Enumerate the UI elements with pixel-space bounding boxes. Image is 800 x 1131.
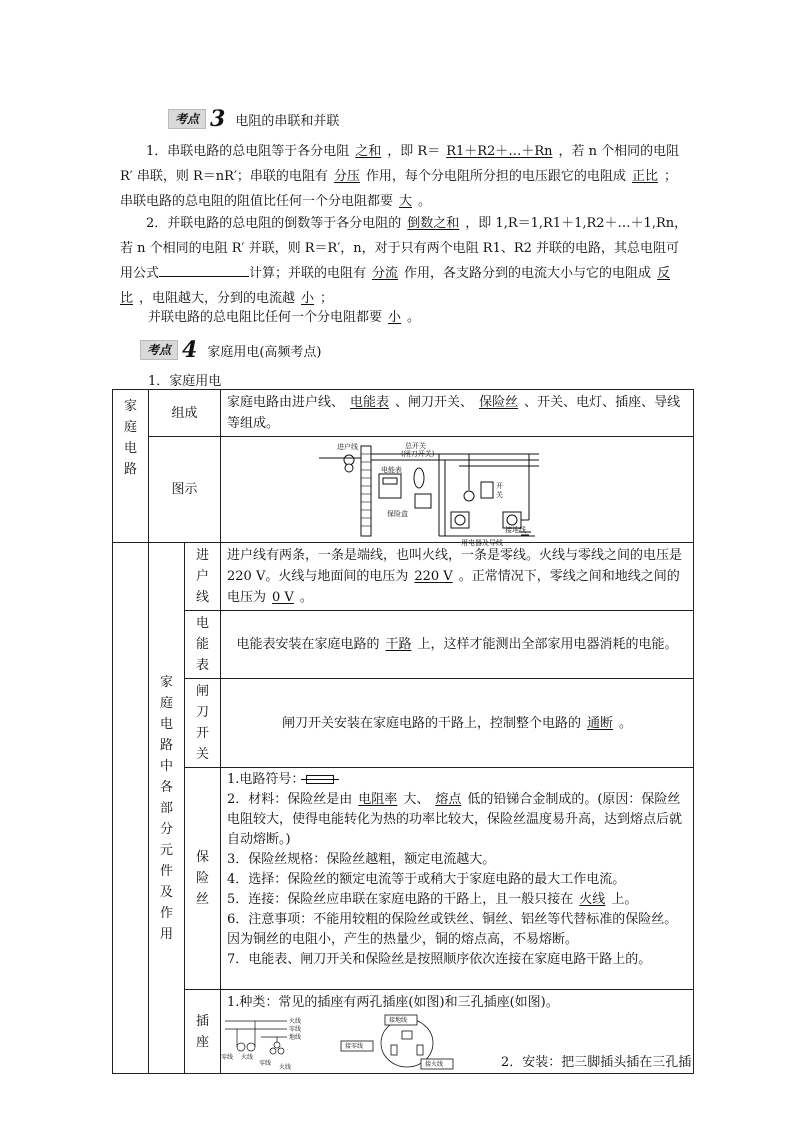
section-title: 家庭用电(高频考点) (207, 344, 322, 360)
text: 作用，每个分电阻所分担的电压跟它的电阻成 (365, 169, 626, 184)
text: 。 (407, 310, 421, 325)
text: 作用，各支路分到的电流大小与它的电阻成 (404, 266, 652, 281)
paragraph-series (120, 139, 688, 214)
text: 低的铅锑合金制成的。(原因：保险丝电阻较大，使得电能转化为热的功率比较大，保险丝温度易升高，达到熔点后就自动熔断。) (227, 792, 683, 847)
row-zhadao (221, 679, 694, 768)
text: 、闸刀开关、 (395, 395, 474, 410)
vertical-label: 家庭电路中各部分元件及作用 (159, 674, 173, 942)
label-baoxianhe: 保险盒 (387, 509, 409, 518)
text: 。正常情况下，零线之间和地线之间的电压为 (227, 569, 680, 605)
answer: 之和 (355, 144, 382, 159)
text: 上，这样才能测出全部家用电器消耗的电能。 (417, 637, 678, 652)
parts-label-cell (149, 543, 185, 1074)
label-jiedixian-socket: 接地线 (389, 1017, 408, 1024)
household-circuit-table (112, 389, 694, 1074)
section-4-heading (140, 339, 321, 361)
row-label-dianbiao (185, 611, 221, 679)
label-guan: 关 (496, 490, 504, 499)
text: ；串联电路的总电阻的阻值比任何一个分电阻都要 (120, 169, 677, 209)
text: 。 (619, 715, 633, 731)
fuse-line-2 (227, 790, 687, 850)
text: 大、 (403, 792, 430, 807)
text: 1.电路符号： (227, 772, 305, 787)
fuse-line-3: 3．保险丝规格：保险丝越粗，额定电流越大。 (227, 852, 496, 867)
text: 。 (418, 194, 432, 209)
section-title: 电阻的串联和并联 (235, 113, 340, 129)
socket-line-1: 1.种类：常见的插座有两孔插座(如图)和三孔插座(如图)。 (227, 995, 559, 1010)
answer: 电阻率 (358, 792, 398, 807)
diagram-label: 图示 (149, 437, 221, 543)
answer: 大 (399, 194, 413, 209)
paragraph-parallel-2 (148, 305, 716, 330)
label-lingxian-3: 零线 (259, 1060, 272, 1067)
fuse-line-5 (227, 890, 687, 910)
answer: 倒数之和 (407, 216, 460, 231)
row-label-zhadao (185, 679, 221, 768)
answer: 保险丝 (479, 395, 519, 410)
text: ，即 1,R＝1,R1＋1,R2＋…＋1,Rn，若 n 个相同的电阻 R′ 并联，则 R＝R′，n，对于只有两个电阻 R1、R2 并联的电路，其总电阻可用公式 (120, 216, 688, 281)
text: ，即 R＝ (387, 144, 441, 159)
answer: 火线 (579, 892, 606, 907)
section-number: 3 (210, 106, 226, 132)
compose-label: 组成 (149, 390, 221, 437)
answer: R1＋R2＋…＋Rn (446, 144, 553, 159)
text: 5．连接：保险丝应串联在家庭电路的干路上，且一般只接在 (227, 892, 574, 907)
answer: 220 V (414, 569, 453, 584)
fuse-line-4: 4．选择：保险丝的额定电流等于或稍大于家庭电路的最大工作电流。 (227, 872, 626, 887)
text: 进户线有两条，一条是端线，也叫火线，一条是零线。火线与零线之间的电压是 220 V。火线与地面间的电压为 (227, 548, 683, 584)
table-col-blank (113, 543, 149, 1074)
row-socket (221, 990, 694, 1074)
household-circuit-diagram (319, 440, 539, 547)
fuse-line-7: 7．电能表、闸刀开关和保险丝是按照顺序依次连接在家庭电路干路上的。 (227, 952, 652, 967)
answer: 正比 (631, 169, 658, 184)
label-jiedixian: 接地线 (505, 525, 527, 534)
label-zongkaiguan: 总开关 (405, 441, 427, 450)
diagram-cell (221, 437, 694, 547)
blank-line (159, 264, 249, 277)
text: 并联电路的总电阻比任何一个分电阻都要 (148, 310, 383, 325)
compose-cell (221, 390, 694, 437)
answer: 分流 (372, 266, 399, 281)
text: 上。 (611, 892, 638, 907)
vertical-label: 闸刀开关 (195, 684, 209, 762)
row-jinhuxian (221, 543, 694, 611)
answer: 反比 (120, 266, 671, 306)
label-huoxian-3: 火线 (279, 1064, 292, 1071)
row-label-socket (185, 990, 221, 1074)
label-kai: 开 (496, 481, 504, 490)
answer: 小 (388, 310, 402, 325)
answer: 干路 (385, 637, 412, 652)
text: 2．并联电路的总电阻的倒数等于各分电阻的 (146, 216, 402, 231)
text: 、开关、电灯、插座、导线等组成。 (227, 395, 681, 431)
row-label-jinhuxian (185, 543, 221, 611)
answer: 熔点 (435, 792, 462, 807)
fuse-line-6: 6．注意事项：不能用较粗的保险丝或铁丝、铜丝、铝丝等代替标准的保险丝。因为铜丝的电阻小，产生的热量少，铜的熔点高，不易熔断。 (227, 912, 678, 947)
label-huoxian-2: 火线 (241, 1054, 254, 1061)
answer: 小 (301, 291, 315, 306)
section-badge: 考点 (140, 340, 178, 360)
vertical-label: 插座 (195, 1013, 209, 1050)
vertical-label: 电能表 (195, 616, 209, 673)
table-col-household (113, 390, 149, 543)
section-3-heading (168, 108, 339, 130)
text: 1．串联电路的总电阻等于各分电阻 (146, 144, 350, 159)
answer: 通断 (587, 715, 614, 731)
label-jielingxian: 接零线 (345, 1043, 364, 1050)
text: ； (320, 291, 334, 306)
text: ，若 n 个相同的电阻 R′ 串联，则 R＝nR′；串联的电阻有 (120, 144, 680, 184)
socket-line-2: 2．安装：把三脚插头插在三孔插 (501, 1055, 692, 1070)
label-lingxian-1: 零线 (289, 1026, 302, 1033)
fuse-symbol-icon (306, 775, 334, 784)
vertical-label: 进户线 (195, 548, 209, 605)
label-yongdianqi: 用电器及导线 (461, 538, 504, 547)
text: 闸刀开关安装在家庭电路的干路上，控制整个电路的 (281, 715, 581, 731)
row-fuse (221, 768, 694, 990)
text: 电能表安装在家庭电路的 (236, 637, 380, 652)
paragraph-parallel (120, 211, 688, 311)
vertical-label: 家庭电路 (123, 399, 137, 477)
label-jiehuoxian: 接火线 (425, 1061, 444, 1068)
label-huoxian-1: 火线 (289, 1018, 302, 1025)
text: 。 (299, 590, 313, 605)
answer: 0 V (272, 590, 294, 605)
row-dianbiao (221, 611, 694, 679)
answer: 分压 (333, 169, 360, 184)
text: 2．材料：保险丝是由 (227, 792, 353, 807)
subheading: 1．家庭用电 (148, 374, 222, 389)
section-badge: 考点 (168, 109, 206, 129)
fuse-line-1 (227, 770, 687, 790)
text: 计算；并联的电阻有 (249, 266, 367, 281)
vertical-label: 保险丝 (195, 850, 209, 907)
row-label-fuse (185, 768, 221, 990)
label-dixian: 地线 (289, 1034, 302, 1041)
text: ，电阻越大，分到的电流越 (139, 291, 296, 306)
section-number: 4 (182, 337, 198, 363)
label-dianbiao: 电能表 (381, 465, 403, 474)
text: 家庭电路由进户线、 (227, 395, 345, 410)
answer: 电能表 (350, 395, 390, 410)
label-jinhuxian: 进户线 (337, 442, 359, 451)
label-lingxian-2: 零线 (221, 1054, 234, 1061)
label-zhadao: (闸刀开关) (401, 449, 435, 458)
